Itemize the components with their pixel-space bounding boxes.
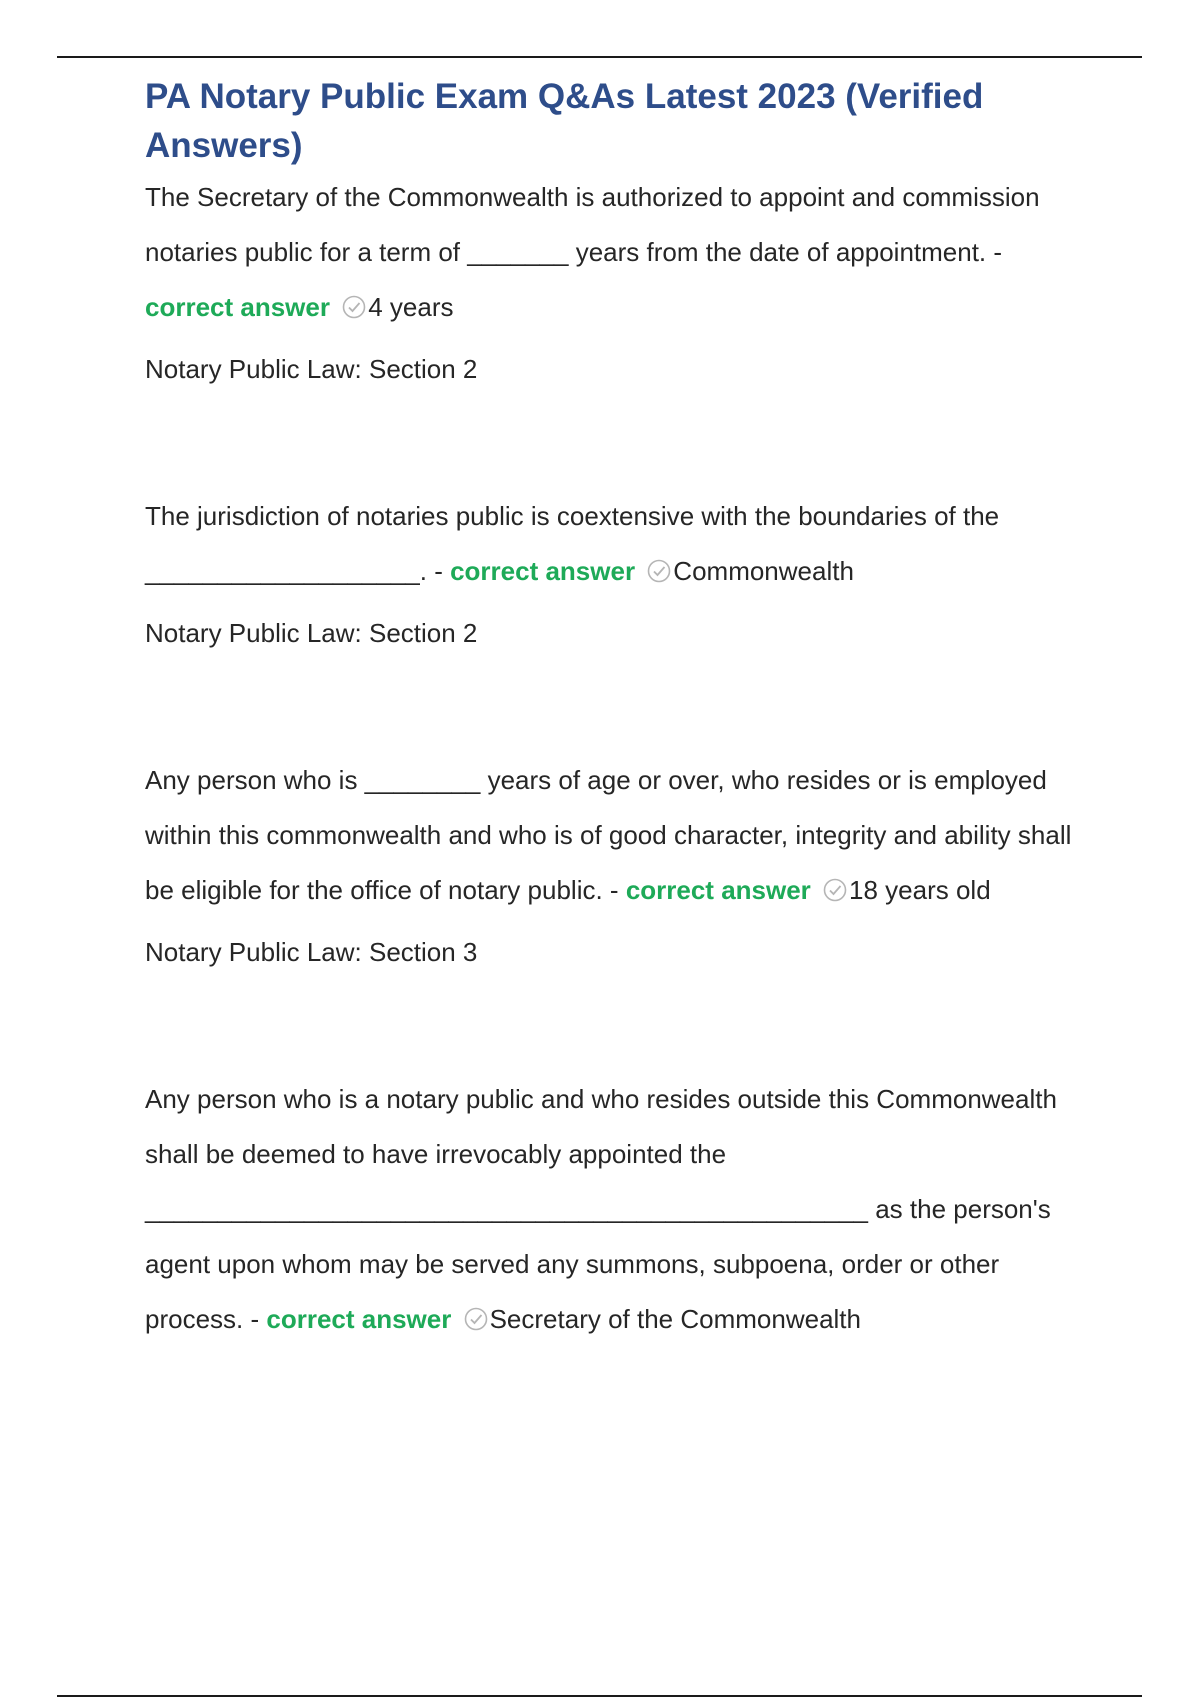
qa-item <box>145 753 1095 972</box>
separator: - <box>986 237 1003 267</box>
qa-item <box>145 1072 1095 1347</box>
check-circle-icon <box>341 284 367 310</box>
separator: - <box>243 1304 267 1334</box>
separator: - <box>602 875 626 905</box>
check-circle-icon <box>822 867 848 893</box>
qa-item <box>145 489 1095 653</box>
correct-answer-label: correct answer <box>450 556 636 586</box>
answer-text: Commonwealth <box>673 556 854 586</box>
check-circle-icon <box>463 1296 489 1322</box>
check-circle-icon <box>646 548 672 574</box>
law-reference: Notary Public Law: Section 2 <box>145 354 478 384</box>
document-title: PA Notary Public Exam Q&As Latest 2023 (Verified Answers) <box>145 77 984 165</box>
law-reference: Notary Public Law: Section 3 <box>145 937 478 967</box>
answer-text: 4 years <box>368 292 454 322</box>
qa-item <box>145 170 1095 389</box>
bottom-rule <box>57 1695 1142 1697</box>
qa-question-block <box>145 489 1095 599</box>
qa-question-block <box>145 170 1095 335</box>
correct-answer-label: correct answer <box>266 1304 452 1334</box>
question-text: Any person who is ________ years of age or over, who resides or is employed within this commonwealth and who is of good character, integrity and ability shall be eligible for the office of notary public. <box>145 765 1072 905</box>
qa-question-block <box>145 1072 1095 1347</box>
answer-text: Secretary of the Commonwealth <box>489 1304 861 1334</box>
answer-text: 18 years old <box>849 875 991 905</box>
document-body <box>145 72 1095 1347</box>
question-text: The jurisdiction of notaries public is coextensive with the boundaries of the ___________________. <box>145 501 1000 586</box>
question-text: Any person who is a notary public and who resides outside this Commonwealth shall be deemed to have irrevocably appointed the __________________________________________________ as the person's agent upon whom may be served any summons, subpoena, order or other process. <box>145 1084 1057 1334</box>
top-rule <box>57 56 1142 58</box>
separator: - <box>426 556 451 586</box>
qa-question-block <box>145 753 1095 918</box>
correct-answer-label: correct answer <box>145 292 330 322</box>
correct-answer-label: correct answer <box>625 875 811 905</box>
question-text: The Secretary of the Commonwealth is authorized to appoint and commission notaries public for a term of _______ years from the date of appointment. <box>145 182 1040 267</box>
law-reference: Notary Public Law: Section 2 <box>145 618 478 648</box>
